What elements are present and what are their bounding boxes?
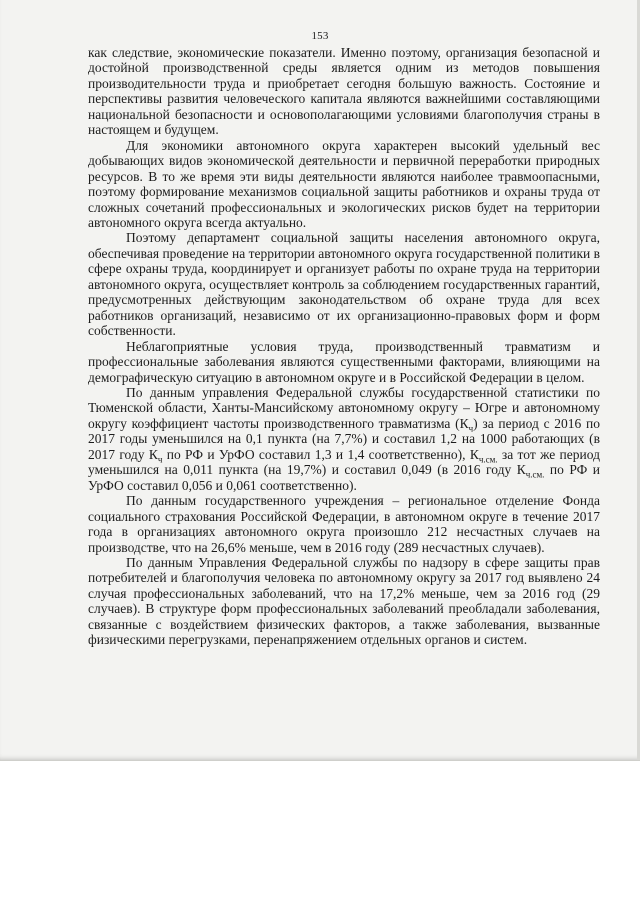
subscript-ch-sm-1: ч.см. [478, 454, 498, 465]
paragraph-5-text-e: по РФ и УрФО составил 0,056 и 0,061 соответственно). [88, 462, 600, 493]
paragraph-6: По данным государственного учреждения – региональное отделение Фонда социального страхования Российской Федерации, в автономном округе в течение 2017 года в организациях автономного округа произошло 212 несчастных случаев на производстве, что на 26,6% меньше, чем в 2016 году (289 несчастных случаев). [88, 493, 600, 555]
paragraph-2: Для экономики автономного округа характерен высокий удельный вес добывающих видов экономической деятельности и первичной переработки природных ресурсов. В то же время эти виды деятельности являются наиболее травмоопасными, поэтому формирование механизмов социальной защиты работников и охраны труда от сложных сочетаний профессиональных и экологических рисков будет на территории автономного округа всегда актуально. [88, 137, 600, 230]
subscript-ch-1: ч [468, 423, 474, 434]
paragraph-3: Поэтому департамент социальной защиты населения автономного округа, обеспечивая проведение на территории автономного округа государственной политики в сфере охраны труда, координирует и организует работы по охране труда на территории автономного округа, осуществляет контроль за соблюдением государственных гарантий, предусмотренных действующим законодательством об охране труда для всех работников организаций, независимо от их организационно-правовых форм и форм собственности. [88, 230, 600, 339]
paragraph-5 [88, 385, 600, 493]
paragraph-5-text-a: По данным управления Федеральной службы государственной статистики по Тюменской области, Ханты-Мансийскому автономному округу – Югре и автономному округу коэффициент частоты производственного травматизма (К [88, 384, 600, 431]
paragraph-7: По данным Управления Федеральной службы по надзору в сфере защиты прав потребителей и благополучия человека по автономному округу за 2017 год выявлено 24 случая профессиональных заболеваний, что на 17,2% меньше, чем за 2016 год (29 случаев). В структуре форм профессиональных заболеваний преобладали заболевания, связанные с воздействием физических факторов, а также заболевания, вызванные физическими перегрузками, перенапряжением отдельных органов и систем. [88, 554, 600, 648]
subscript-ch-2: ч [157, 454, 163, 465]
paragraph-5-text-c: по РФ и УрФО составил 1,3 и 1,4 соответственно), К [162, 446, 479, 462]
paragraph-5-text-d: за тот же период уменьшился на 0,011 пункта (на 19,7%) и составил 0,049 (в 2016 году К [88, 446, 600, 478]
text-body [88, 45, 600, 648]
paragraph-5-text-b: ) за период с 2016 по 2017 годы уменьшился на 0,1 пункта (на 7,7%) и составил 1,2 на 1000 работающих (в 2017 году К [88, 415, 600, 462]
subscript-ch-sm-2: ч.см. [525, 469, 545, 480]
blank-scan-area [0, 761, 640, 905]
paragraph-4: Неблагоприятные условия труда, производственный травматизм и профессиональные заболевания являются существенными факторами, влияющими на демографическую ситуацию в автономном округе и в Российской Федерации в целом. [88, 338, 600, 385]
page-number: 153 [311, 30, 329, 42]
paragraph-1: как следствие, экономические показатели. Именно поэтому, организация безопасной и достойной производственной среды является одним из методов повышения производительности труда и приобретает сегодня большую важность. Состояние и перспективы развития человеческого капитала являются важнейшими составляющими национальной безопасности и основополагающими условиями благополучия страны в настоящем и будущем. [88, 45, 600, 138]
